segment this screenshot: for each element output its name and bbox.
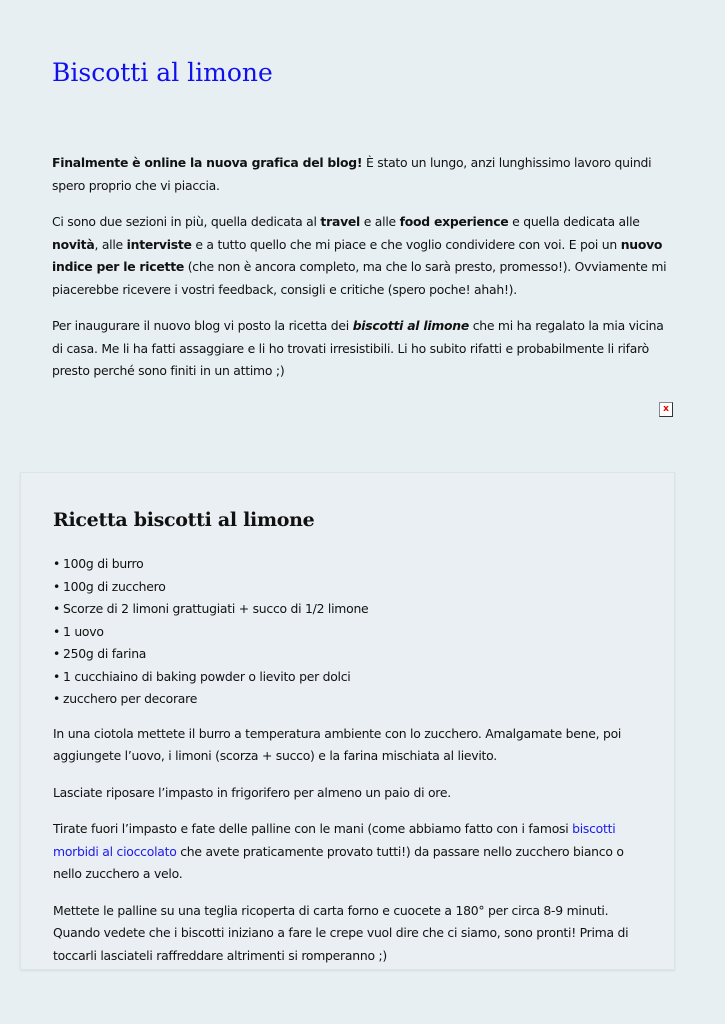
list-item: • Scorze di 2 limoni grattugiati + succo di 1/2 limone [63,598,653,621]
bold-text: travel [320,214,361,229]
list-item: • 250g di farina [63,643,653,666]
text: Per inaugurare il nuovo blog vi posto la ricetta dei [52,318,353,333]
text: Tirate fuori l’impasto e fate delle palline con le mani (come abbiamo fatto con i famosi [53,821,573,836]
recipe-step: Lasciate riposare l’impasto in frigorifero per almeno un paio di ore. [53,784,451,800]
post-title: Biscotti al limone [52,58,273,87]
recipe-card [20,472,675,970]
list-item: • 1 cucchiaino di baking powder o lievito per dolci [63,666,653,689]
intro-paragraph [52,211,674,301]
bold-text: nuovo indice per le ricette [52,236,663,274]
recipe-step [53,818,653,886]
text: , alle [94,236,127,252]
bold-italic-text: biscotti al limone [352,318,470,333]
list-item: • 100g di zucchero [63,576,653,599]
text: Ci sono due sezioni in più, quella dedicata al [52,214,321,229]
text: che mi ha regalato la mia vicina di casa. Me li ha fatti assaggiare e li ho trovati irresistibili. Li ho subito rifatti e probabilmente li rifarò presto perché sono finiti in un attimo ;) [52,318,664,378]
recipe-title: Ricetta biscotti al limone [53,509,315,531]
recipe-step: Mettete le palline su una teglia ricoperta di carta forno e cuocete a 180° per circa 8-9 minuti. Quando vedete che i biscotti iniziano a fare le crepe vuol dire che ci siamo, sono pronti! Prima di toccarli lasciateli raffreddare altrimenti si romperanno ;) [53,902,629,963]
list-item: • zucchero per decorare [63,688,653,711]
text: (che non è ancora completo, ma che lo sarà presto, promesso!). Ovviamente mi piacerebbe ricevere i vostri feedback, consigli e critiche (spero poche! ahah!). [52,259,667,297]
intro-paragraph [52,315,674,383]
ingredients-list [53,553,653,711]
broken-image-icon: x [659,402,673,417]
bold-text: food experience [399,214,509,229]
bold-text: interviste [126,236,192,252]
text: È stato un lungo, anzi lunghissimo lavoro quindi spero proprio che vi piaccia. [52,155,652,193]
bold-text: Finalmente è online la nuova grafica del blog! [52,155,363,170]
bold-text: novità [52,236,95,252]
post-intro [52,152,674,397]
text: e alle [360,214,400,229]
recipe-step: In una ciotola mettete il burro a temperatura ambiente con lo zucchero. Amalgamate bene, poi aggiungete l’uovo, i limoni (scorza + succo) e la farina mischiata al lievito. [53,725,622,763]
list-item: • 1 uovo [63,621,653,644]
text: che avete praticamente provato tutti!) da passare nello zucchero bianco o nello zucchero a velo. [53,843,624,881]
biscotti-morbidi-link[interactable]: biscotti morbidi al cioccolato [53,821,616,859]
text: e a tutto quello che mi piace e che voglio condividere con voi. E poi un [191,236,621,252]
intro-paragraph [52,152,674,197]
text: e quella dedicata alle [508,214,640,229]
list-item: • 100g di burro [63,553,653,576]
